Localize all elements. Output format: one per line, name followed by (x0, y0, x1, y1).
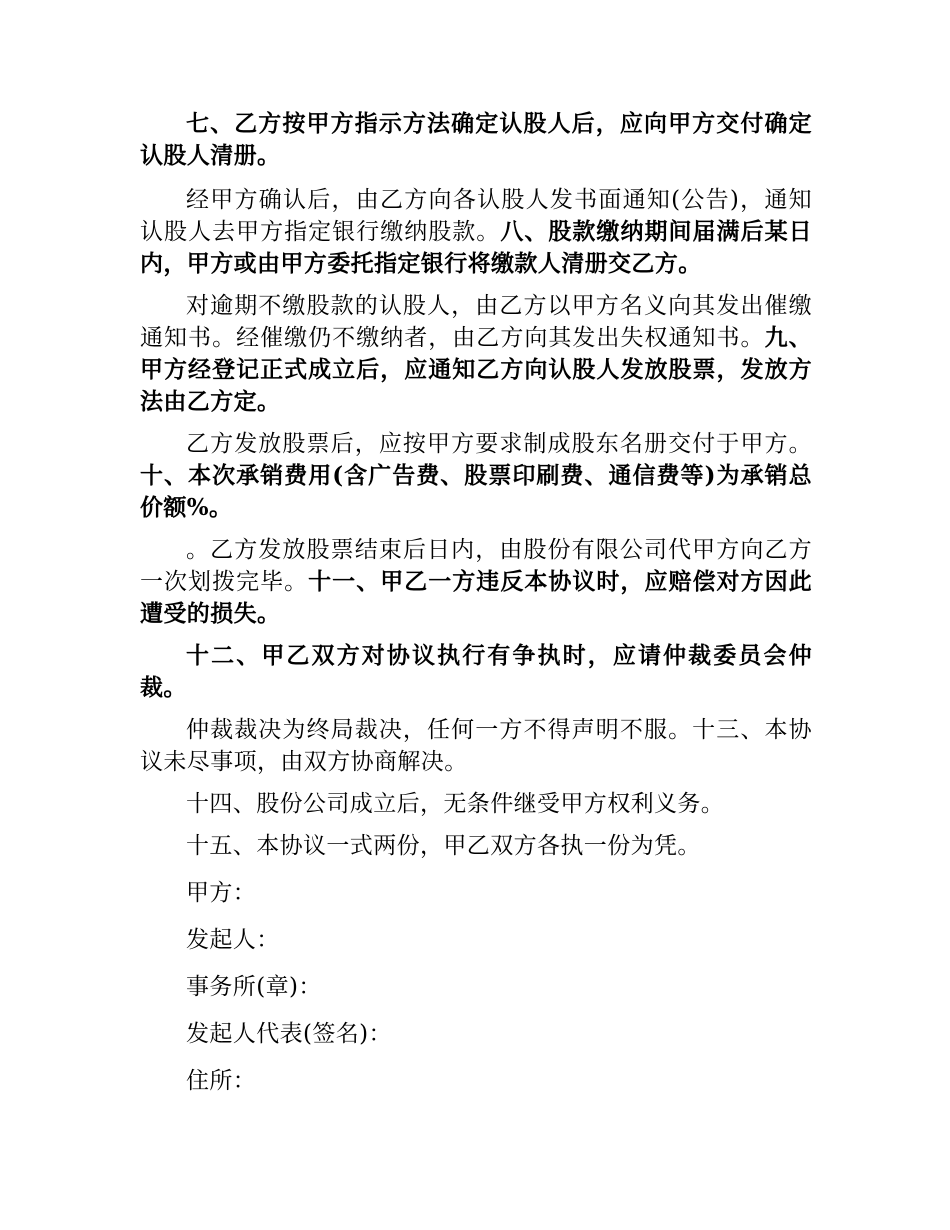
clause-9-paragraph (140, 290, 812, 418)
overdue-text: 对逾期不缴股款的认股人，由乙方以甲方名义向其发出催缴通知书。经催缴仍不缴纳者，由乙方向其发出失权通知书。 (140, 293, 812, 351)
clause-9-text: 九、甲方经登记正式成立后，应通知乙方向认股人发放股票，发放方法由乙方定。 (140, 324, 812, 415)
clause-10-text: 十、本次承销费用(含广告费、股票印刷费、通信费等)为承销总价额%。 (140, 462, 812, 521)
clause-8-text: 八、股款缴纳期间届满后某日内，甲方或由甲方委托指定银行将缴款人清册交乙方。 (140, 218, 813, 277)
clause-11-paragraph (140, 534, 812, 630)
clause-7-text: 七、乙方按甲方指示方法确定认股人后，应向甲方交付确定认股人清册。 (140, 110, 812, 169)
address-line: 住所： (186, 1068, 257, 1094)
clause-15-text: 十五、本协议一式两份，甲乙双方各执一份为凭。 (186, 833, 701, 859)
notice-text: 经甲方确认后，由乙方向各认股人发书面通知(公告)，通知认股人去甲方指定银行缴纳股款。 (140, 187, 812, 245)
register-text: 乙方发放股票后，应按甲方要求制成股东名册交付于甲方。 (186, 431, 812, 457)
clause-10-paragraph (140, 428, 812, 524)
clause-15-paragraph (140, 830, 812, 877)
representative-signature-line: 发起人代表(签名)： (186, 1021, 392, 1047)
clause-12-paragraph (140, 640, 812, 704)
clause-13-paragraph (140, 714, 812, 778)
initiator-line: 发起人： (186, 927, 280, 953)
clause-7-paragraph (140, 108, 812, 172)
clause-8-paragraph (140, 184, 812, 280)
document-page (140, 108, 812, 1112)
arbitration-text: 仲裁裁决为终局裁决，任何一方不得声明不服。十三、本协议未尽事项，由双方协商解决。 (140, 717, 812, 775)
clause-12-text: 十二、甲乙双方对协议执行有争执时，应请仲裁委员会仲裁。 (140, 642, 812, 701)
clause-11-text: 十一、甲乙一方违反本协议时，应赔偿对方因此遭受的损失。 (140, 568, 812, 627)
firm-seal-line: 事务所(章)： (186, 974, 322, 1000)
transfer-text: 。乙方发放股票结束后日内，由股份有限公司代甲方向乙方一次划拨完毕。 (140, 537, 812, 595)
party-a-line: 甲方： (186, 880, 257, 906)
clause-14-paragraph (140, 788, 812, 820)
clause-14-text: 十四、股份公司成立后，无条件继受甲方权利义务。 (186, 791, 725, 817)
